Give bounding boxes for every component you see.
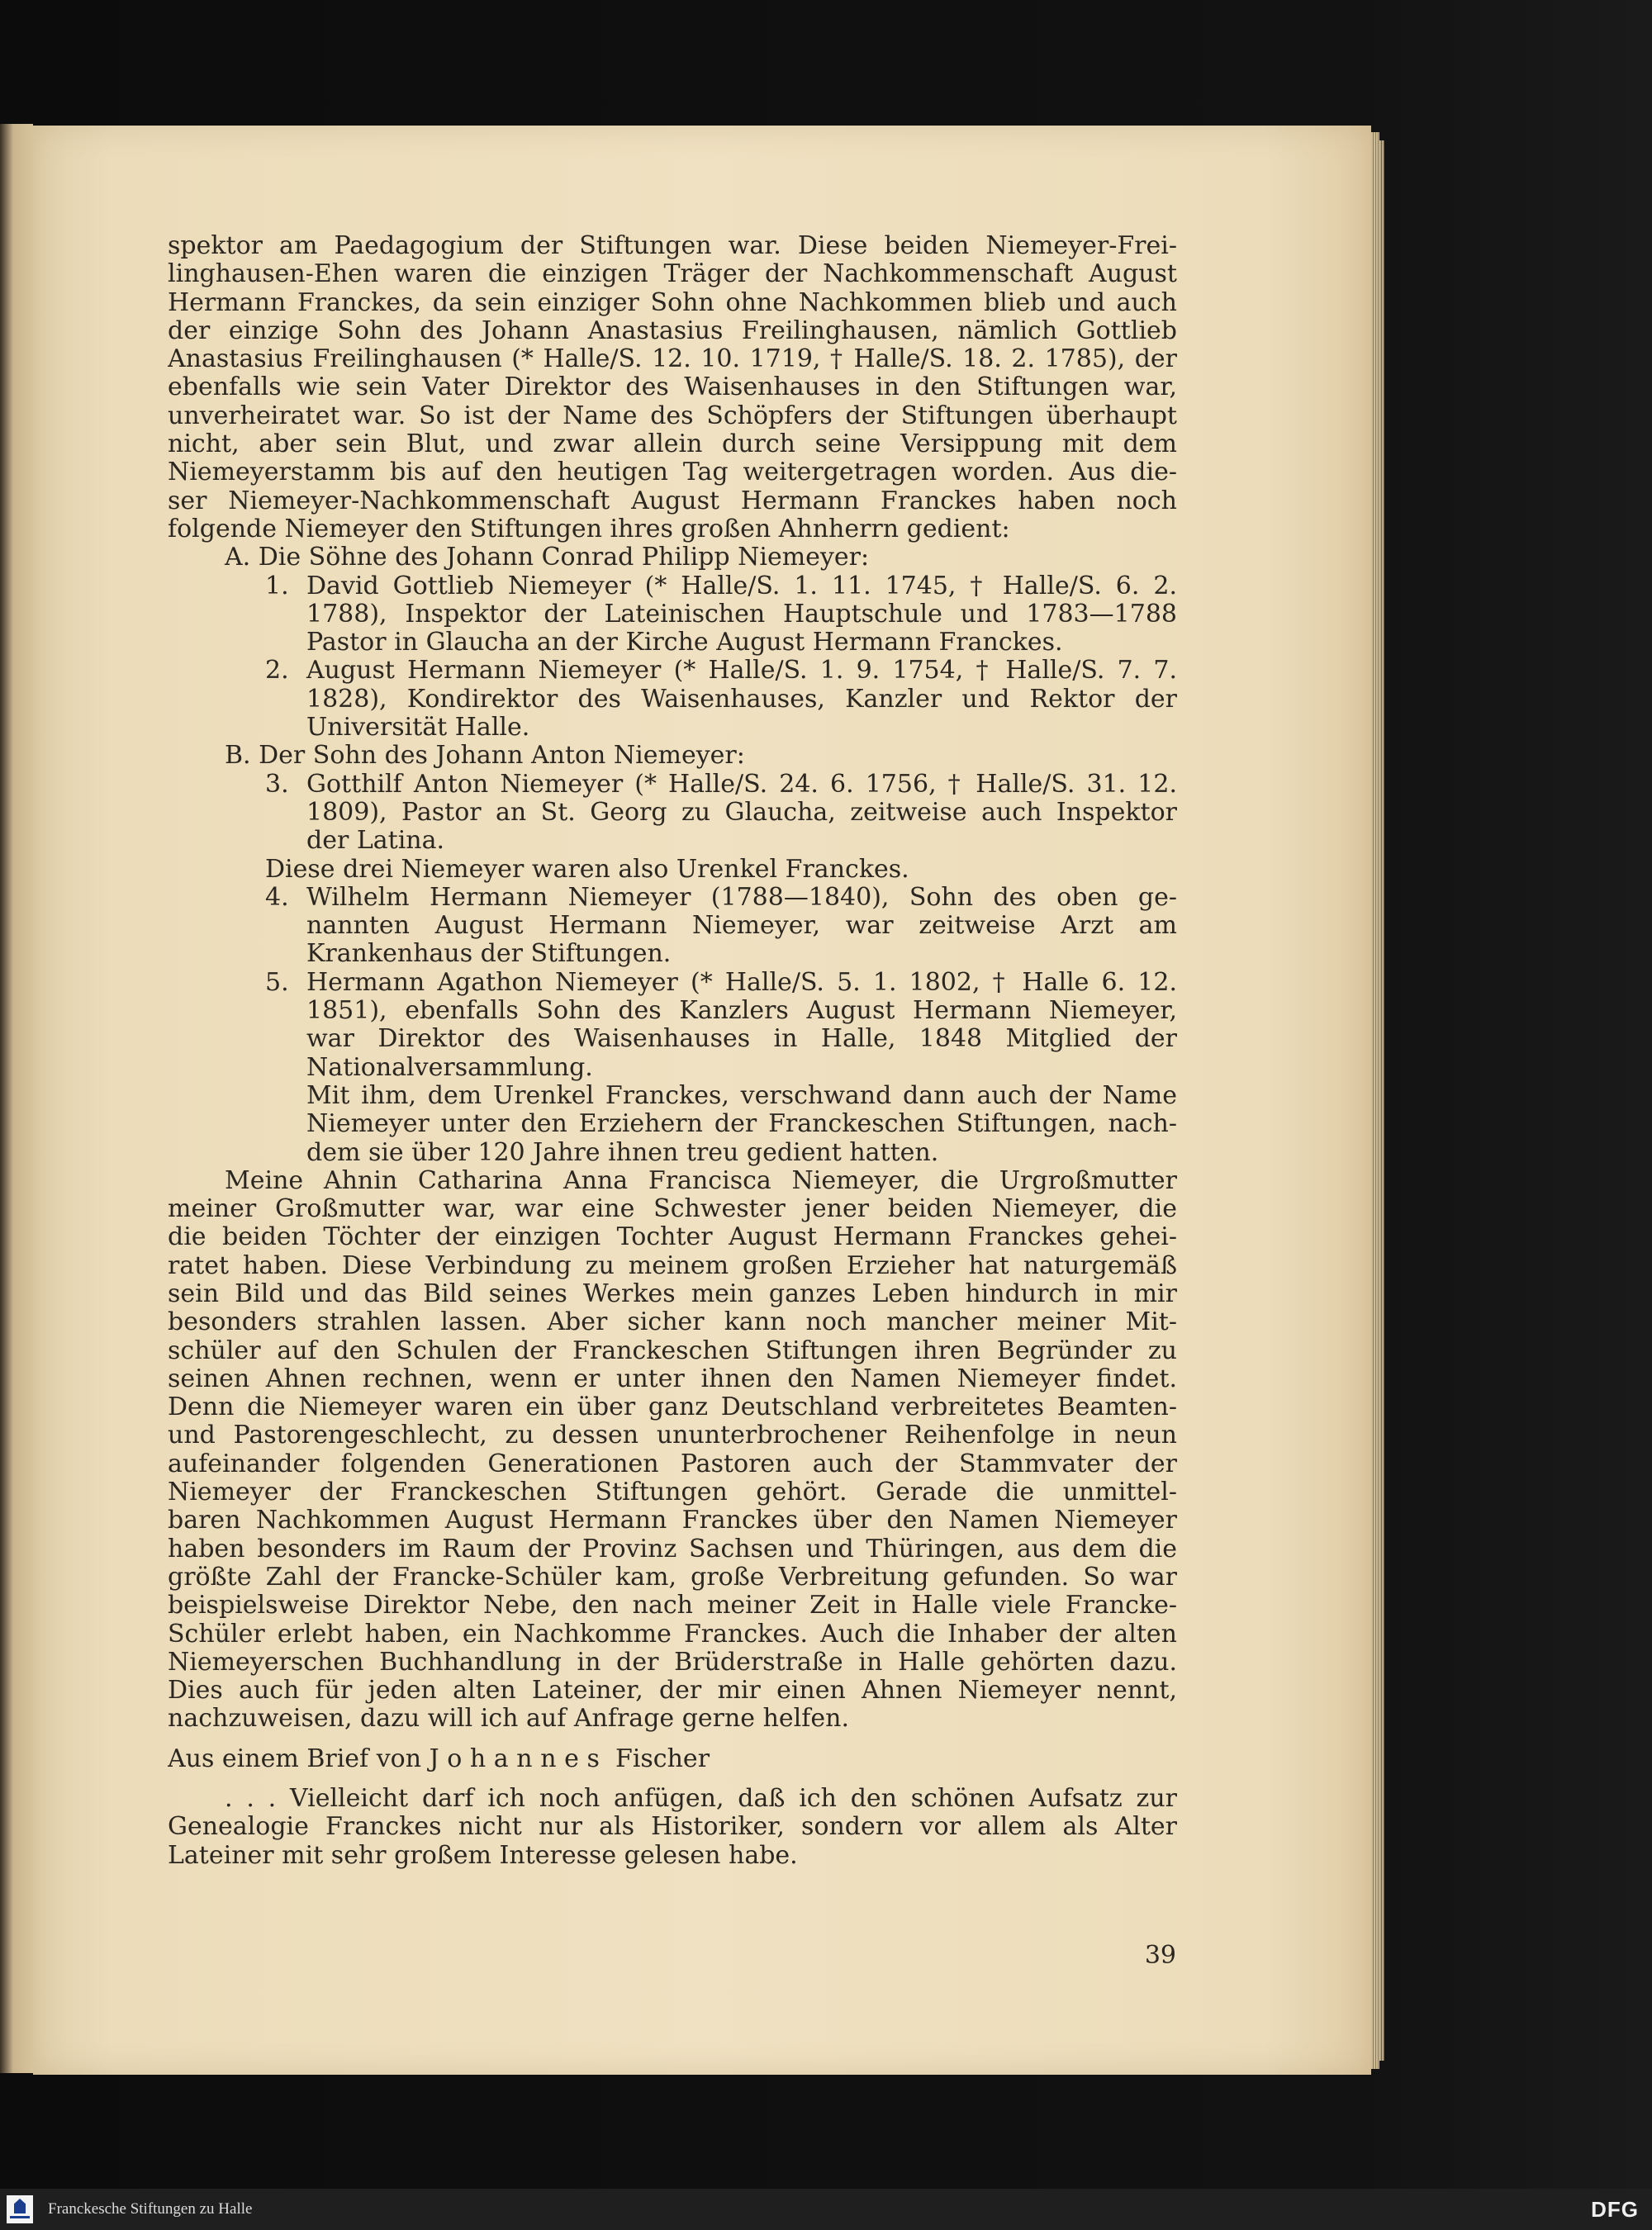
text-line: Mit ihm, dem Urenkel Franckes, verschwand dann auch der Name (306, 1080, 1177, 1110)
logo-building-shape (14, 2199, 26, 2213)
list-item-3 (168, 771, 1177, 856)
text-line: und Pastorengeschlecht, zu dessen ununterbrochener Reihenfolge in neun (168, 1421, 1177, 1450)
list-item-number: 1. (265, 571, 289, 600)
text-line: David Gottlieb Niemeyer (* Halle/S. 1. 11. 1745, † Halle/S. 6. 2. (306, 571, 1177, 600)
text-line: ebenfalls wie sein Vater Direktor des Waisenhauses in den Stiftungen war, (168, 373, 1177, 402)
paragraph-2 (168, 1167, 1177, 1734)
list-item-body (306, 572, 1177, 657)
logo-base-bar (10, 2216, 30, 2218)
text-line: Genealogie Franckes nicht nur als Historiker, sondern vor allem als Alter (168, 1813, 1177, 1842)
text-line: Pastor in Glaucha an der Kirche August Hermann Franckes. (306, 628, 1063, 657)
list-item-2 (168, 657, 1177, 742)
paragraph-1 (168, 232, 1177, 543)
letter-author-first-name: Johannes (429, 1744, 608, 1773)
text-line: der Latina. (306, 826, 445, 856)
text-line: haben besonders im Raum der Provinz Sachsen und Thüringen, aus dem die (168, 1535, 1177, 1563)
letter-author-last-name: Fischer (607, 1744, 710, 1773)
list-item-4 (168, 884, 1177, 969)
text-line: Hermann Franckes, da sein einziger Sohn ohne Nachkommen blieb und auch (168, 288, 1177, 317)
text-line: 1809), Pastor an St. Georg zu Glaucha, zeitweise auch Inspektor (306, 797, 1177, 827)
text-line: 1851), ebenfalls Sohn des Kanzlers August Hermann Niemeyer, (306, 996, 1177, 1026)
franckesche-stiftungen-logo-icon (7, 2195, 33, 2223)
letter-heading-prefix: Aus einem Brief von (168, 1744, 430, 1773)
text-line: größte Zahl der Francke-Schüler kam, große Verbreitung gefunden. So war (168, 1563, 1177, 1592)
text-line: Wilhelm Hermann Niemeyer (1788—1840), Sohn des oben ge- (306, 882, 1177, 912)
text-line: linghausen-Ehen waren die einzigen Träger der Nachkommenschaft August (168, 260, 1177, 289)
text-line: besonders strahlen lassen. Aber sicher kann noch mancher meiner Mit- (168, 1308, 1177, 1337)
list-item-number: 2. (265, 656, 289, 686)
text-line: Denn die Niemeyer waren ein über ganz Deutschland verbreitetes Beamten- (168, 1393, 1177, 1422)
text-line: seinen Ahnen rechnen, wenn er unter ihnen den Namen Niemeyer findet. (168, 1364, 1177, 1393)
text-line: 1828), Kondirektor des Waisenhauses, Kanzler und Rektor der (306, 684, 1177, 714)
spacer (168, 1734, 1177, 1745)
text-line: Schüler erlebt haben, ein Nachkomme Franckes. Auch die Inhaber der alten (168, 1620, 1177, 1649)
letter-text (168, 1785, 1177, 1870)
dfg-logo: DFG (1591, 2197, 1639, 2222)
list-item-number: 4. (265, 882, 289, 912)
list-item-5 (168, 969, 1177, 1082)
list-item-body (306, 657, 1177, 742)
page-stack-edge-outer (1379, 140, 1384, 2061)
urenkel-note: Diese drei Niemeyer waren also Urenkel Franckes. (265, 855, 909, 884)
list-item-1 (168, 572, 1177, 657)
page-text (168, 232, 1177, 1870)
text-line: beispielsweise Direktor Nebe, den nach meiner Zeit in Halle viele Francke- (168, 1592, 1177, 1620)
list-item-number: 5. (265, 967, 289, 997)
text-line: aufeinander folgenden Generationen Pastoren auch der Stammvater der (168, 1450, 1177, 1478)
text-line: war Direktor des Waisenhauses in Halle, 1848 Mitglied der (306, 1024, 1177, 1054)
text-line: Dies auch für jeden alten Lateiner, der mir einen Ahnen Niemeyer nennt, (168, 1677, 1177, 1706)
text-line: Universität Halle. (306, 713, 530, 743)
page-number: 39 (1144, 1941, 1176, 1970)
text-line: nicht, aber sein Blut, und zwar allein durch seine Versippung mit dem (168, 430, 1177, 459)
text-line: Gotthilf Anton Niemeyer (* Halle/S. 24. 6. 1756, † Halle/S. 31. 12. (306, 769, 1177, 799)
text-line: der einzige Sohn des Johann Anastasius Freilinghausen, nämlich Gottlieb (168, 316, 1177, 345)
list-item-body (306, 884, 1177, 969)
text-line: Krankenhaus der Stiftungen. (306, 939, 672, 969)
text-line: folgende Niemeyer den Stiftungen ihres großen Ahnherrn gedient: (168, 515, 1010, 543)
text-line: Meine Ahnin Catharina Anna Francisca Niemeyer, die Urgroßmutter (225, 1166, 1177, 1195)
list-item-body (306, 771, 1177, 856)
text-line: schüler auf den Schulen der Franckeschen Stiftungen ihren Begründer zu (168, 1336, 1177, 1365)
text-line: Anastasius Freilinghausen (* Halle/S. 12. 10. 1719, † Halle/S. 18. 2. 1785), der (168, 345, 1177, 374)
text-line: sein Bild und das Bild seines Werkes mein ganzes Leben hindurch in mir (168, 1279, 1177, 1308)
spacer (168, 1773, 1177, 1785)
institution-name: Franckesche Stiftungen zu Halle (48, 2200, 253, 2218)
text-line: nannten August Hermann Niemeyer, war zeitweise Arzt am (306, 911, 1177, 941)
list-item-body (306, 969, 1177, 1082)
text-line: Niemeyerstamm bis auf den heutigen Tag weitergetragen worden. Aus die- (168, 458, 1177, 487)
text-line: Nationalversammlung. (306, 1052, 593, 1082)
text-line: dem sie über 120 Jahre ihnen treu gedient hatten. (306, 1137, 939, 1167)
text-line: ser Niemeyer-Nachkommenschaft August Hermann Franckes haben noch (168, 486, 1177, 515)
section-a-heading: A. Die Söhne des Johann Conrad Philipp Niemeyer: (225, 543, 870, 572)
text-line: Niemeyer unter den Erziehern der Franckeschen Stiftungen, nach- (306, 1109, 1177, 1139)
text-line: meiner Großmutter war, war eine Schwester jener beiden Niemeyer, die (168, 1195, 1177, 1224)
list-item-number: 3. (265, 769, 289, 799)
text-line: Niemeyer der Franckeschen Stiftungen gehört. Gerade die unmittel- (168, 1478, 1177, 1507)
text-line: unverheiratet war. So ist der Name des Schöpfers der Stiftungen überhaupt (168, 401, 1177, 430)
section-b-heading: B. Der Sohn des Johann Anton Niemeyer: (225, 742, 745, 771)
facing-page-edge (0, 124, 33, 2073)
text-line: Hermann Agathon Niemeyer (* Halle/S. 5. 1. 1802, † Halle 6. 12. (306, 967, 1177, 997)
text-line: die beiden Töchter der einzigen Tochter August Hermann Franckes gehei- (168, 1223, 1177, 1252)
page-stack-edge (1371, 132, 1379, 2069)
text-line: Lateiner mit sehr großem Interesse gelesen habe. (168, 1841, 798, 1870)
text-line: ratet haben. Diese Verbindung zu meinem großen Erzieher hat naturgemäß (168, 1251, 1177, 1280)
text-line: baren Nachkommen August Hermann Franckes über den Namen Niemeyer (168, 1506, 1177, 1535)
text-line: spektor am Paedagogium der Stiftungen war. Diese beiden Niemeyer-Frei- (168, 232, 1177, 260)
text-line: . . . Vielleicht darf ich noch anfügen, daß ich den schönen Aufsatz zur (225, 1785, 1177, 1814)
text-line: nachzuweisen, dazu will ich auf Anfrage gerne helfen. (168, 1705, 849, 1734)
letter-heading (168, 1745, 1177, 1773)
text-line: August Hermann Niemeyer (* Halle/S. 1. 9. 1754, † Halle/S. 7. 7. (306, 656, 1177, 686)
text-line: 1788), Inspektor der Lateinischen Hauptschule und 1783—1788 (306, 599, 1177, 629)
text-line: Niemeyerschen Buchhandlung in der Brüderstraße in Halle gehörten dazu. (168, 1648, 1177, 1677)
item-5-continuation (168, 1082, 1177, 1167)
viewer-footer-bar (0, 2189, 1652, 2230)
